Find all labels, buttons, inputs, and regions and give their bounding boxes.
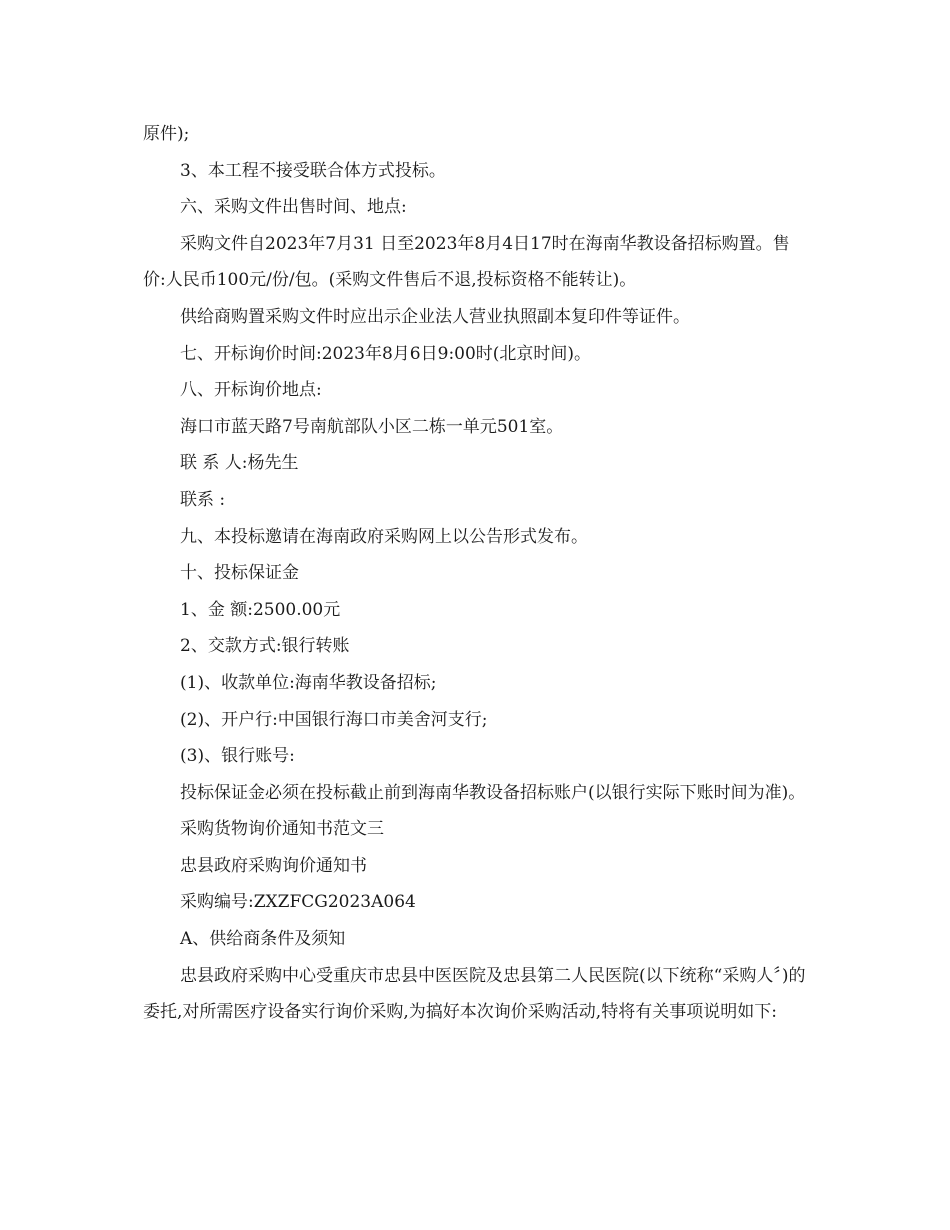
paragraph-publication: 九、本投标邀请在海南政府采购网上以公告形式发布。: [180, 526, 588, 547]
heading-bid-deposit: 十、投标保证金: [180, 563, 299, 584]
paragraph-deposit-amount: 1、金 额:2500.00元: [180, 599, 341, 620]
paragraph-no-consortium: 3、本工程不接受联合体方式投标。: [180, 160, 446, 181]
paragraph-purchase-documents: 供给商购置采购文件时应出示企业法人营业执照副本复印件等证件。: [180, 306, 690, 327]
paragraph-original-copy-note: 原件);: [143, 124, 190, 144]
paragraph-procurement-number: 采购编号:ZXZFCG2023A064: [180, 892, 416, 913]
paragraph-procurement-intro: 忠县政府采购中心受重庆市忠县中医医院及忠县第二人民医院(以下统称“采购人〞)的委托,对所需医疗设备实行询价采购,为搞好本次询价采购活动,特将有关事项说明如下:: [143, 965, 806, 1023]
heading-supplier-conditions: A、供给商条件及须知: [180, 929, 346, 950]
heading-opening-place: 八、开标询价地点:: [180, 380, 322, 401]
heading-sample-three: 采购货物询价通知书范文三: [180, 819, 384, 840]
paragraph-payment-method: 2、交款方式:银行转账: [180, 636, 350, 657]
paragraph-sale-details: 采购文件自2023年7月31 日至2023年8月4日17时在海南华教设备招标购置。售价:人民币100元/份/包。(采购文件售后不退,投标资格不能转让)。: [143, 233, 790, 291]
paragraph-payee: (1)、收款单位:海南华教设备招标;: [180, 672, 437, 693]
paragraph-contact-person: 联 系 人:杨先生: [180, 453, 299, 474]
paragraph-opening-time: 七、开标询价时间:2023年8月6日9:00时(北京时间)。: [180, 343, 592, 364]
document-body: [143, 116, 811, 1031]
paragraph-bank: (2)、开户行:中国银行海口市美舍河支行;: [180, 709, 488, 730]
paragraph-address: 海口市蓝天路7号南航部队小区二栋一单元501室。: [180, 416, 564, 437]
heading-inquiry-notice: 忠县政府采购询价通知书: [180, 855, 367, 876]
paragraph-deposit-deadline: 投标保证金必须在投标截止前到海南华教设备招标账户(以银行实际下账时间为准)。: [180, 782, 806, 803]
heading-sale-time-place: 六、采购文件出售时间、地点:: [180, 197, 407, 218]
paragraph-contact: 联系 :: [180, 489, 226, 510]
paragraph-account-number: (3)、银行账号:: [180, 746, 295, 767]
